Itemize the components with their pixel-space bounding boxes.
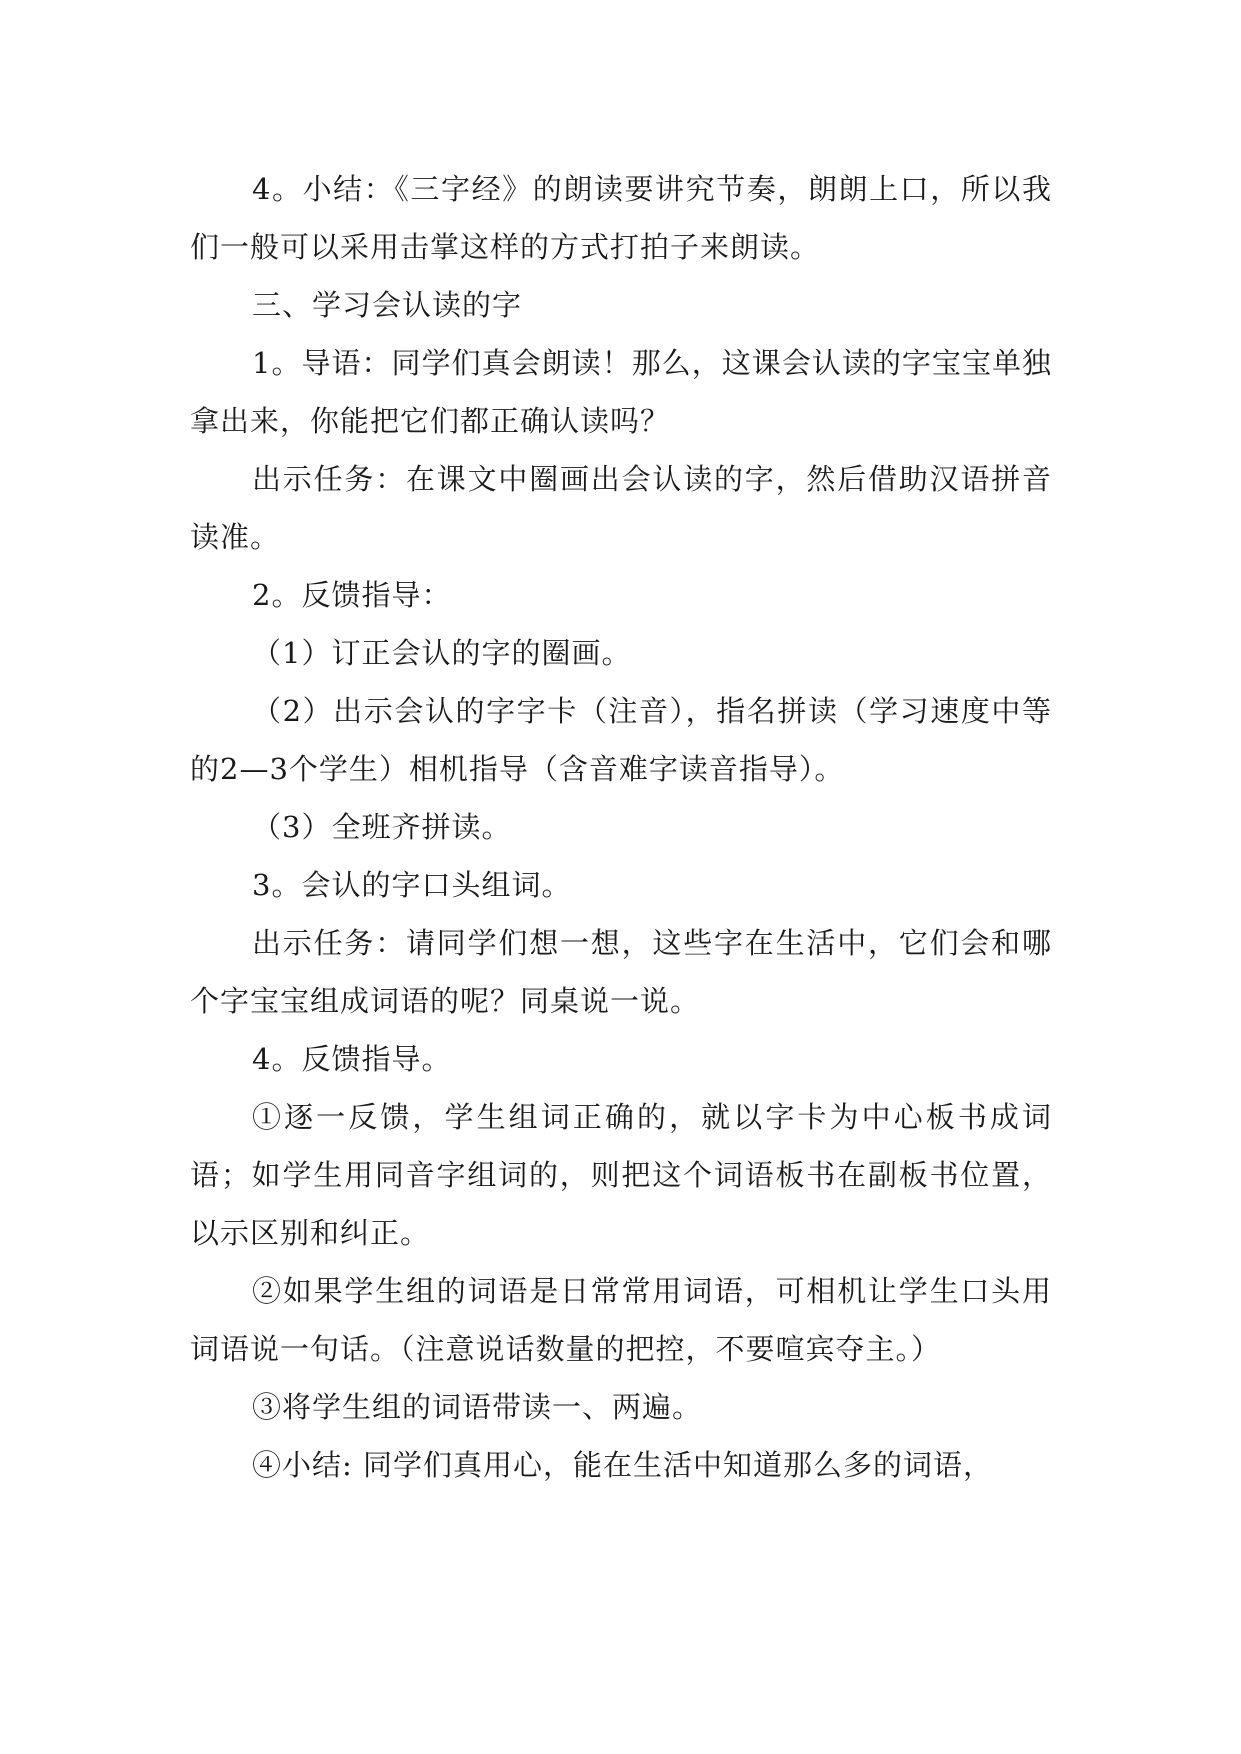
paragraph-word-task: 出示任务：请同学们想一想，这些字在生活中，它们会和哪个字宝宝组成词语的呢？同桌说一说。 xyxy=(190,926,1052,1018)
document-body xyxy=(190,160,1052,1494)
paragraph-step-1: （1）订正会认的字的圈画。 xyxy=(252,636,632,670)
paragraph-point-3: ③将学生组的词语带读一、两遍。 xyxy=(252,1390,703,1424)
paragraph-intro: 1。导语：同学们真会朗读！那么，这课会认读的字宝宝单独拿出来，你能把它们都正确认读吗？ xyxy=(190,346,1052,438)
paragraph-point-1: ①逐一反馈，学生组词正确的，就以字卡为中心板书成词语；如学生用同音字组词的，则把这个词语板书在副板书位置，以示区别和纠正。 xyxy=(190,1100,1052,1250)
paragraph-step-2: （2）出示会认的字字卡（注音），指名拼读（学习速度中等的2—3个学生）相机指导（含音难字读音指导）。 xyxy=(190,694,1052,786)
section-heading-recognize-characters: 三、学习会认读的字 xyxy=(252,288,523,322)
paragraph-task: 出示任务：在课文中圈画出会认读的字，然后借助汉语拼音读准。 xyxy=(190,462,1052,554)
paragraph-feedback-heading: 2。反馈指导： xyxy=(252,578,452,612)
paragraph-feedback-guidance: 4。反馈指导。 xyxy=(252,1042,452,1076)
paragraph-point-4: ④小结: 同学们真用心，能在生活中知道那么多的词语， xyxy=(252,1448,993,1482)
paragraph-word-forming: 3。会认的字口头组词。 xyxy=(252,868,572,902)
paragraph-step-3: （3）全班齐拼读。 xyxy=(252,810,512,844)
paragraph-point-2: ②如果学生组的词语是日常常用词语，可相机让学生口头用词语说一句话。（注意说话数量的把控，不要喧宾夺主。） xyxy=(190,1274,1052,1366)
paragraph-summary-reading: 4。小结：《三字经》的朗读要讲究节奏，朗朗上口，所以我们一般可以采用击掌这样的方式打拍子来朗读。 xyxy=(190,172,1052,264)
